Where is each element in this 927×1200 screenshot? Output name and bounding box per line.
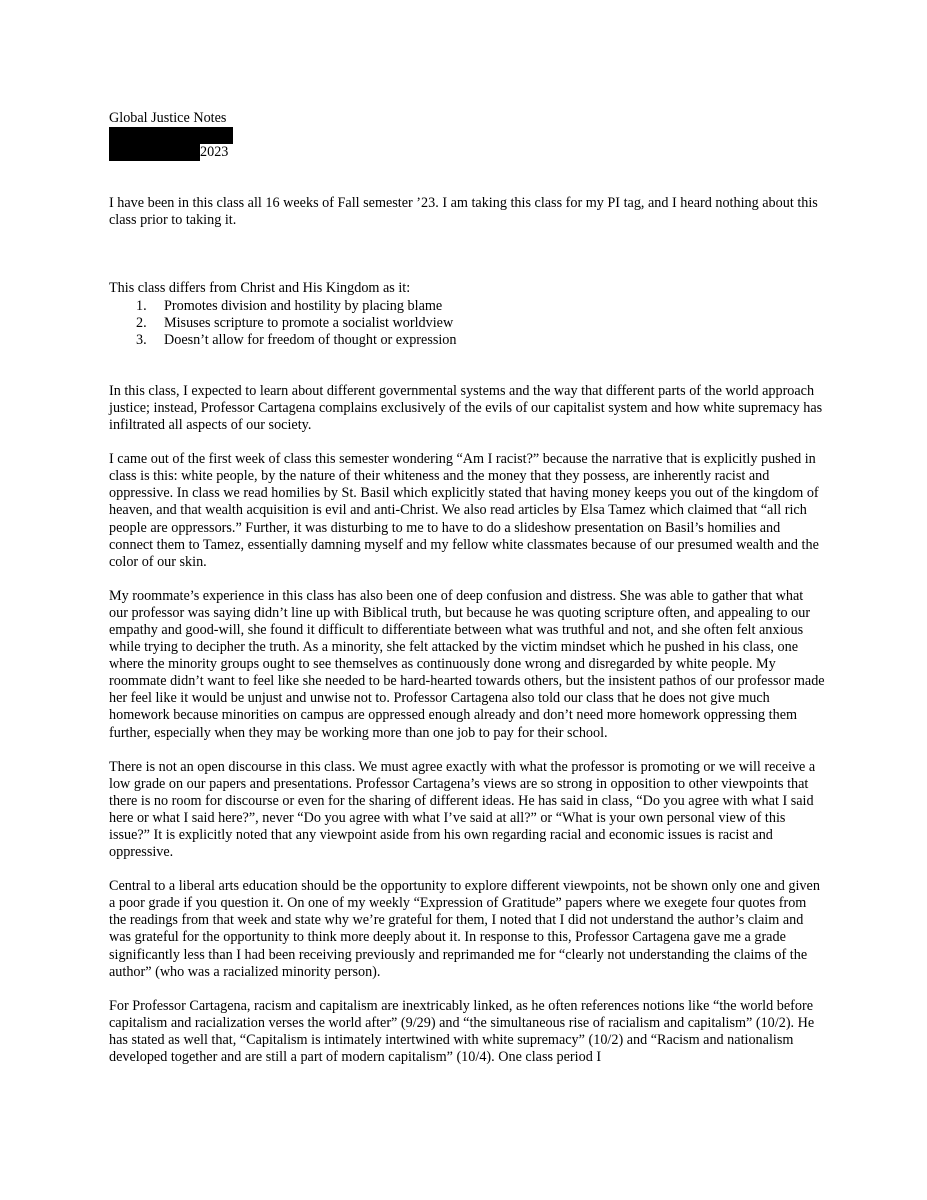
body-paragraph: My roommate’s experience in this class has also been one of deep confusion and distress. She was able to gather that what our professor was saying didn’t line up with Biblical truth, but because he was quoting scripture often, and appealing to our empathy and good-will, she found it difficult to differentiate between what was truthful and not, and she often felt anxious while trying to decipher the truth. As a minority, she felt attacked by the victim mindset which he pushed in his class, one where the minority groups ought to see themselves as continuously done wrong and disregarded by white people. My roommate didn’t want to feel like she needed to be hard-hearted towards others, but the insistent pathos of our professor made her feel like it would be unjust and unwise not to. Professor Cartagena also told our class that he does not give much homework because minorities on campus are oppressed enough already and don’t need more homework oppressing them further, especially when they may be working more than one job to pay for their school. [109, 587, 825, 741]
body-paragraph: For Professor Cartagena, racism and capitalism are inextricably linked, as he often references notions like “the world before capitalism and racialization verses the world after” (9/29) and “the simultaneous rise of racialism and capitalism” (10/2). He has stated as well that, “Capitalism is intimately intertwined with white supremacy” (10/2) and “Racism and nationalism developed together and are still a part of modern capitalism” (10/4). One class period I [109, 997, 815, 1066]
list-text: Misuses scripture to promote a socialist worldview [164, 314, 454, 331]
body-paragraph: In this class, I expected to learn about different governmental systems and the way that different parts of the world approach justice; instead, Professor Cartagena complains exclusively of the evils of our capitalist system and how white supremacy has infiltrated all aspects of our society. [109, 382, 823, 434]
list-text: Doesn’t allow for freedom of thought or expression [164, 331, 457, 348]
document-title: Global Justice Notes [109, 110, 227, 126]
date-year: 2023 [200, 144, 229, 161]
list-number: 1. [136, 297, 147, 314]
list-item [109, 298, 825, 315]
list-number: 2. [136, 314, 147, 331]
intro-paragraph: I have been in this class all 16 weeks of Fall semester ’23. I am taking this class for my PI tag, and I heard nothing about this class prior to taking it. [109, 195, 818, 229]
differences-list [109, 298, 825, 349]
list-item [109, 332, 825, 349]
redacted-date-line [109, 144, 825, 161]
list-text: Promotes division and hostility by placing blame [164, 297, 443, 314]
list-item [109, 315, 825, 332]
body-paragraph: Central to a liberal arts education should be the opportunity to explore different viewpoints, not be shown only one and given a poor grade if you question it. On one of my weekly “Expression of Gratitude” papers where we exegete four quotes from the readings from that week and state why we’re grateful for them, I noted that I did not understand the author’s claim and was grateful for the opportunity to think more deeply about it. In response to this, Professor Cartagena gave me a grade significantly less than I had been receiving previously and reprimanded me for “clearly not understanding the claims of the author” (who was a racialized minority person). [109, 878, 820, 980]
list-intro: This class differs from Christ and His Kingdom as it: [109, 280, 411, 297]
body-paragraph: There is not an open discourse in this class. We must agree exactly with what the professor is promoting or we will receive a low grade on our papers and presentations. Professor Cartagena’s views are so strong in opposition to other viewpoints that there is no room for discourse or even for the sharing of different ideas. He has said in class, “Do you agree with what I said here or what I said here?”, never “Do you agree with what I’ve said at all?” or “What is your own personal view of this issue?” It is explicitly noted that any viewpoint aside from his own regarding racial and economic issues is racist and oppressive. [109, 758, 816, 861]
redaction-block [109, 127, 233, 144]
list-number: 3. [136, 331, 147, 348]
body-paragraph: I came out of the first week of class this semester wondering “Am I racist?” because the narrative that is explicitly pushed in class is this: white people, by the nature of their whiteness and the money that they possess, are inherently racist and oppressive. In class we read homilies by St. Basil which explicitly stated that having money keeps you out of the kingdom of heaven, and that wealth acquisition is evil and anti-Christ. We also read articles by Elsa Tamez which claimed that “all rich people are oppressors.” Further, it was disturbing to me to have to do a slideshow presentation on Basil’s homilies and connect them to Tamez, essentially damning myself and my fellow white classmates because of our presumed wealth and the color of our skin. [109, 451, 819, 570]
redacted-name-line [109, 127, 825, 144]
redaction-block [109, 144, 200, 161]
document-page [109, 110, 825, 1066]
